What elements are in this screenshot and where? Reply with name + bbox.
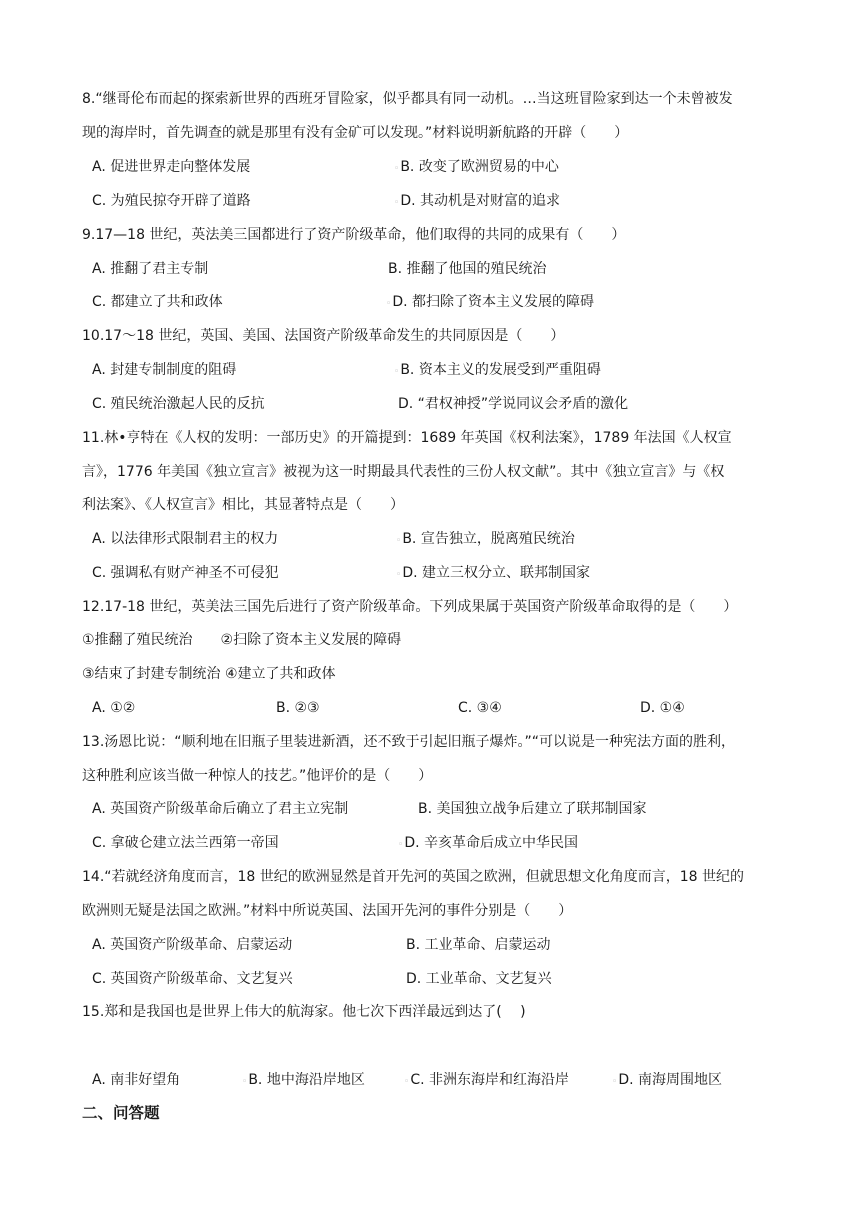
q11-stem-line-3: 利法案》、《人权宣言》相比，其显著特点是（ ） (82, 497, 404, 513)
section-heading: 二、问答题 (82, 1104, 160, 1122)
q9-option-d: ◦D. 都扫除了资本主义发展的障碍 (386, 294, 594, 310)
q15-stem-line-1: 15.郑和是我国也是世界上伟大的航海家。他七次下西洋最远到达了( ) (82, 1004, 526, 1020)
q12-option-b: B. ②③ (276, 700, 320, 716)
q12-stem-line-2: ①推翻了殖民统治 ②扫除了资本主义发展的障碍 (82, 632, 402, 648)
q11-option-c: C. 强调私有财产神圣不可侵犯 (92, 565, 279, 581)
q12-option-c: C. ③④ (458, 700, 502, 716)
q11-stem-line-2: 言》，1776 年美国《独立宣言》被视为这一时期最具代表性的三份人权文献”。其中《独立宣言》与《权 (82, 464, 725, 480)
q8-option-b: ◦B. 改变了欧洲贸易的中心 (394, 159, 559, 175)
q8-stem-line-1: 8.“继哥伦布而起的探索新世界的西班牙冒险家，似乎都具有同一动机。…当这班冒险家到达一个未曾被发 (82, 91, 733, 107)
q13-stem-line-1: 13.汤恩比说：“顺利地在旧瓶子里装进新酒，还不致于引起旧瓶子爆炸。”“可以说是一种宪法方面的胜利， (82, 734, 736, 750)
q14-stem-line-1: 14.“若就经济角度而言，18 世纪的欧洲显然是首开先河的英国之欧洲，但就思想文化角度而言，18 世纪的 (82, 869, 745, 885)
q14-option-a: A. 英国资产阶级革命、启蒙运动 (92, 937, 293, 953)
q13-option-a: A. 英国资产阶级革命后确立了君主立宪制 (92, 801, 349, 817)
q15-option-d: ◦D. 南海周围地区 (612, 1072, 722, 1088)
q14-option-c: C. 英国资产阶级革命、文艺复兴 (92, 971, 293, 987)
q13-stem-line-2: 这种胜利应该当做一种惊人的技艺。”他评价的是（ ） (82, 768, 433, 784)
q13-option-d: ◦D. 辛亥革命后成立中华民国 (398, 835, 578, 851)
q12-stem-line-1: 12.17-18 世纪，英美法三国先后进行了资产阶级革命。下列成果属于英国资产阶级革命取得的是（ ） (82, 599, 738, 615)
q11-option-d: ◦D. 建立三权分立、联邦制国家 (396, 565, 590, 581)
q14-stem-line-2: 欧洲则无疑是法国之欧洲。”材料中所说英国、法国开先河的事件分别是（ ） (82, 903, 573, 919)
q10-option-b: ◦B. 资本主义的发展受到严重阻碍 (394, 362, 601, 378)
q15-option-a: A. 南非好望角 (92, 1072, 181, 1088)
q8-option-c: C. 为殖民掠夺开辟了道路 (92, 193, 251, 209)
q8-option-a: A. 促进世界走向整体发展 (92, 159, 251, 175)
q9-stem-line-1: 9.17—18 世纪，英法美三国都进行了资产阶级革命，他们取得的共同的成果有（ ） (82, 227, 626, 243)
q14-option-b: B. 工业革命、启蒙运动 (406, 937, 551, 953)
q15-option-b: ◦B. 地中海沿岸地区 (242, 1072, 365, 1088)
q10-option-a: A. 封建专制制度的阻碍 (92, 362, 237, 378)
q13-option-b: B. 美国独立战争后建立了联邦制国家 (418, 801, 647, 817)
q8-stem-line-2: 现的海岸时，首先调查的就是那里有没有金矿可以发现。”材料说明新航路的开辟（ ） (82, 125, 629, 141)
q13-option-c: C. 拿破仑建立法兰西第一帝国 (92, 835, 279, 851)
q11-option-b: ◦B. 宣告独立，脱离殖民统治 (396, 531, 575, 547)
q12-option-a: A. ①② (92, 700, 136, 716)
q8-option-d: ◦D. 其动机是对财富的追求 (394, 193, 560, 209)
q9-option-b: B. 推翻了他国的殖民统治 (388, 261, 547, 277)
q11-stem-line-1: 11.林•亨特在《人权的发明：一部历史》的开篇提到：1689 年英国《权利法案》，1789 年法国《人权宣 (82, 430, 732, 446)
q12-option-d: D. ①④ (640, 700, 685, 716)
q9-option-a: A. 推翻了君主专制 (92, 261, 209, 277)
q10-option-c: C. 殖民统治激起人民的反抗 (92, 396, 265, 412)
q10-option-d: D. “君权神授”学说同议会矛盾的激化 (398, 396, 629, 412)
q11-option-a: A. 以法律形式限制君主的权力 (92, 531, 279, 547)
q15-option-c: ◦C. 非洲东海岸和红海沿岸 (404, 1072, 569, 1088)
q12-stem-line-3: ③结束了封建专制统治 ④建立了共和政体 (82, 666, 336, 682)
q14-option-d: D. 工业革命、文艺复兴 (406, 971, 552, 987)
q9-option-c: C. 都建立了共和政体 (92, 294, 223, 310)
q10-stem-line-1: 10.17～18 世纪，英国、美国、法国资产阶级革命发生的共同原因是（ ） (82, 328, 565, 344)
